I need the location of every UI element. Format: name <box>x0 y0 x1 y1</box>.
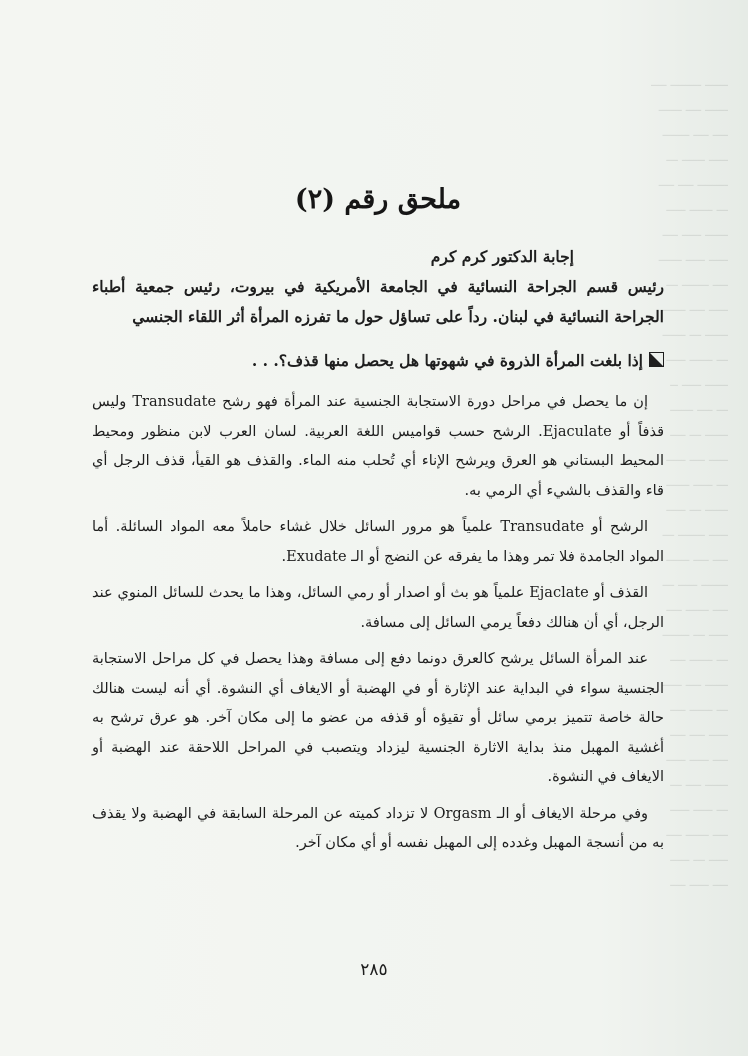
paragraph-3: القذف أو Ejaclate علمياً هو بث أو اصدار أو رمي السائل، وهذا ما يحدث للسائل المنوي عند الرجل، أي أن هنالك دفعاً يرمي السائل إلى مسافة. <box>92 585 664 631</box>
page-number: ٢٨٥ <box>360 960 388 980</box>
paragraph-1: إن ما يحصل في مراحل دورة الاستجابة الجنسية عند المرأة فهو رشح Transudate وليس قذفاً أو Ejaculate. الرشح حسب قواميس اللغة العربية. لسان العرب لابن منظور ومحيط المحيط البستاني هو العرق ويرشح الإناء أي تُحلب منه الماء. والقذف هو القيأ، قذف الرجل أي قاء والقذف بالشيء أي الرمي به. <box>92 394 664 499</box>
question-marker-icon <box>649 352 664 367</box>
appendix-title: ملحق رقم (٢) <box>294 184 462 215</box>
answer-author: إجابة الدكتور كرم كرم <box>430 247 574 266</box>
paragraph-5: وفي مرحلة الايغاف أو الـ Orgasm لا تزداد كميته عن المرحلة السابقة في الهضبة ولا يقذف به من أنسجة المهبل وغدده إلى المهبل نفسه أو أي مكان آخر. <box>92 805 664 851</box>
author-affiliation: رئيس قسم الجراحة النسائية في الجامعة الأمريكية في بيروت، رئيس جمعية أطباء الجراحة النسائية في لبنان. رداً على تساؤل حول ما تفرزه المرأة أثر اللقاء الجنسي <box>92 277 664 326</box>
appendix-body <box>92 180 664 866</box>
paragraph-2: الرشح أو Transudate علمياً هو مرور السائل خلال غشاء حاملاً معه المواد السائلة. أما المواد الجامدة فلا تمر وهذا ما يفرقه عن النضج أو الـ Exudate. <box>92 519 664 565</box>
show-through-text: ــــــ ــــــــ ــــ ــــــ ــــ ــــــ ــــ ــــ ـــــــ ـــــ ــــــ ـــ ــــــــ ــــ ــــ ـــ ــــــ ـــــ ــــــ ـــــ ــــ ـــــ ـــــ ــــــ ــــ ـــــــ ـــ ـــــ ــــ ــــــ ــــــ ـــ ــــــ ـــ ــــــ ـــــ ــــــ ـــــ ــ ـــ ــــ ــــــ ــــــ ـــ ــــ ـــــ ــــ ـــــ ـــ ـــــ ــــــ ــــــ ـــ ـــــ ـــــ ـــــــ ـــ ــــ ــــ ــــــ ـــــــ ـــــ ـــ ــــ ــــــ ــــ ـــــ ـــ ـــــــ ـــ ــــــ ــــ ــــــ ــــ ـــــ ـــ ــــــ ــــ ـــــ ــــ ــــ ــــ ـــــ ـــــ ــــــ ــــ ـــ ـــ ـــــ ـــــ ــــ ــــــ ــــ ـــــ ـــ ـــــ ــــ ـــــ ــــ <box>651 75 728 890</box>
paragraph-4: عند المرأة السائل يرشح كالعرق دونما دفع إلى مسافة وهذا يحصل في كل مراحل الاستجابة الجنسية سواء في البداية عند الإثارة أو في الهضبة أو الايغاف أي النشوة. أي أنه ليست هنالك حالة خاصة تتميز برمي سائل أو تقيؤه أو قذفه من عضو ما إلى مكان آخر. هو عرق ترشح به أغشية المهبل منذ بداية الاثارة الجنسية ليزداد ويتصبب في المراحل اللاحقة عند الهضبة أو الايغاف في النشوة. <box>92 651 664 785</box>
question <box>92 346 664 376</box>
question-text: إذا بلغت المرأة الذروة في شهوتها هل يحصل منها قذف؟. . . <box>251 351 643 370</box>
